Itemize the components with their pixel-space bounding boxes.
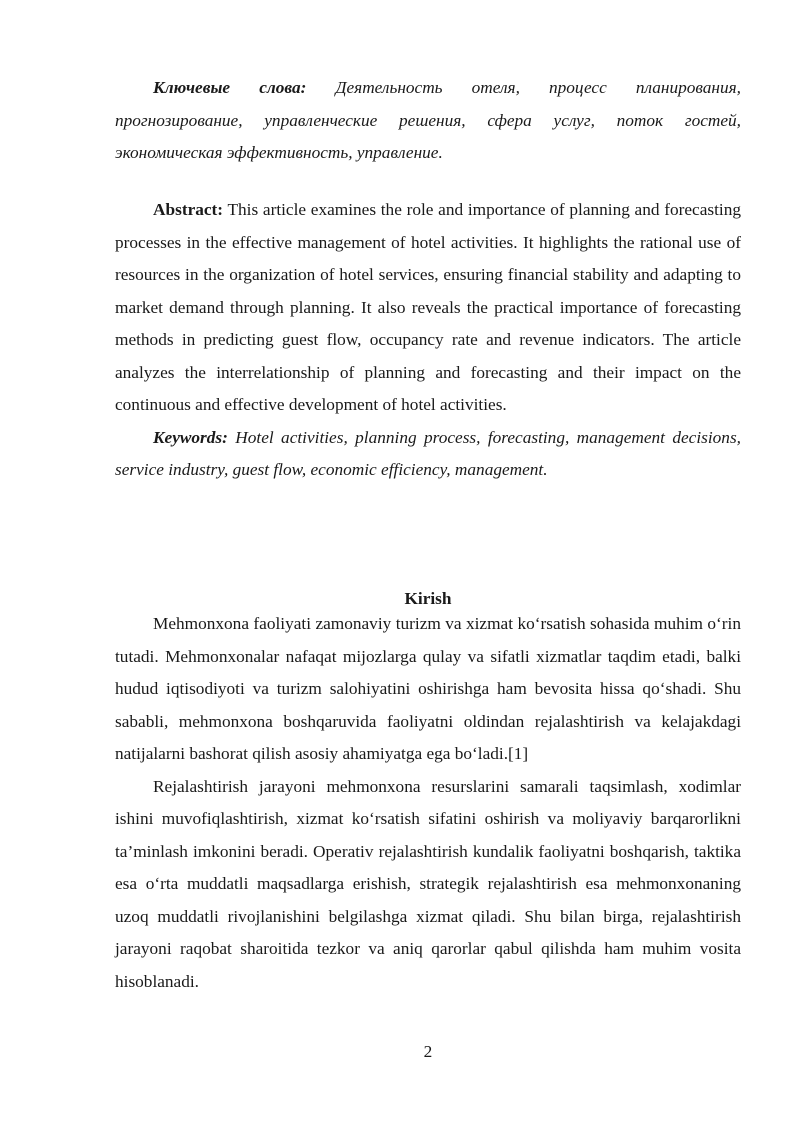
keywords-en-text: Hotel activities, planning process, forecasting, management decisions, service industry, guest flow, economic efficiency, management. xyxy=(115,427,741,479)
body-paragraph: Mehmonxona faoliyati zamonaviy turizm va xizmat ko‘rsatish sohasida muhim o‘rin tutadi. Mehmonxonalar nafaqat mijozlarga qulay va sifatli xizmatlar taqdim etadi, balki hudud iqtisodiyoti va turizm salohiyatini oshirishga ham bevosita hissa qo‘shadi. Shu sababli, mehmonxona boshqaruvida faoliyatni oldindan rejalashtirish va kelajakdagi natijalarni bashorat qilish asosiy ahamiyatga ega bo‘ladi.[1] xyxy=(115,614,741,763)
page-number: 2 xyxy=(423,1042,433,1061)
body-paragraph: Rejalashtirish jarayoni mehmonxona resurslarini samarali taqsimlash, xodimlar ishini muvofiqlashtirish, xizmat ko‘rsatish sifatini oshirish va moliyaviy barqarorlikni ta’minlash imkonini beradi. Operativ rejalashtirish kundalik faoliyatni boshqarish, taktika esa o‘rta muddatli maqsadlarga erishish, strategik rejalashtirish esa mehmonxonaning uzoq muddatli rivojlanishini belgilashga xizmat qiladi. Shu bilan birga, rejalashtirish jarayoni raqobat sharoitida tezkor va aniq qarorlar qabul qilishda ham muhim vosita hisoblanadi. xyxy=(115,776,741,991)
section-heading: Kirish xyxy=(404,589,452,608)
keywords-ru-paragraph xyxy=(115,72,741,170)
abstract-paragraph xyxy=(115,194,741,422)
section-body xyxy=(115,608,741,998)
keywords-en-paragraph xyxy=(115,422,741,487)
keywords-en-label: Keywords: xyxy=(153,427,228,447)
abstract-label: Abstract: xyxy=(153,200,224,219)
abstract-text: This article examines the role and importance of planning and forecasting processes in the effective management of hotel activities. It highlights the rational use of resources in the organization of hotel services, ensuring financial stability and adapting to market demand through planning. It also reveals the practical importance of forecasting methods in predicting guest flow, occupancy rate and revenue indicators. The article analyzes the interrelationship of planning and forecasting and their impact on the continuous and effective development of hotel activities. xyxy=(115,200,741,414)
keywords-ru-text: Деятельность отеля, процесс планирования, прогнозирование, управленческие решения, сфера услуг, поток гостей, экономическая эффективность, управление. xyxy=(115,78,741,162)
abstract-block xyxy=(115,194,741,487)
keywords-ru-block xyxy=(115,72,741,170)
keywords-ru-label: Ключевые слова: xyxy=(153,78,307,97)
